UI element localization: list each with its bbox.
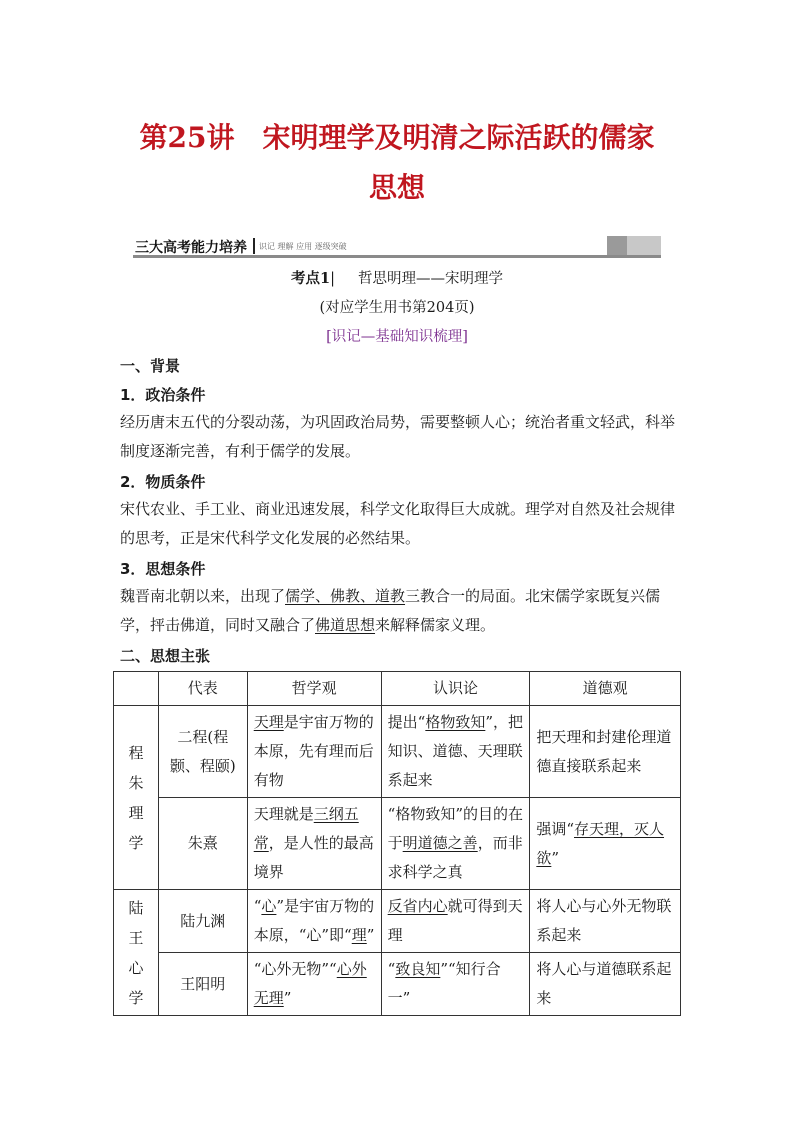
cell-text: ”“知行合一” xyxy=(387,960,501,1007)
phil-cell xyxy=(247,706,381,798)
heading-background: 一、背景 xyxy=(120,357,181,375)
para-thought-text: 来解释儒家义理。 xyxy=(375,616,496,634)
para-political: 经历唐末五代的分裂动荡，为巩固政治局势，需要整顿人心；统治者重文轻武，科举制度逐渐完善，有利于儒学的发展。 xyxy=(120,413,676,460)
underline-term: 格物致知 xyxy=(425,713,486,731)
kaodian-text: 哲思明理——宋明理学 xyxy=(358,271,504,287)
rep-cell: 二程(程颢、程颐) xyxy=(158,706,247,798)
moral-cell: 把天理和封建伦理道德直接联系起来 xyxy=(530,706,681,798)
group-text: 程朱理学 xyxy=(128,743,144,852)
moral-cell xyxy=(530,798,681,890)
table-header-row xyxy=(114,672,681,706)
para-material: 宋代农业、手工业、商业迅速发展，科学文化取得巨大成就。理学对自然及社会规律的思考，正是宋代科学文化发展的必然结果。 xyxy=(120,500,676,547)
banner-title: 三大高考能力培养 xyxy=(135,240,247,256)
header-cell: 代表 xyxy=(158,672,247,706)
page-title: 第25讲 宋明理学及明清之际活跃的儒家 xyxy=(139,121,655,154)
underline-term: 存天理，灭人欲 xyxy=(536,819,665,867)
table-corner xyxy=(114,672,159,706)
heading-ideas: 二、思想主张 xyxy=(120,647,211,665)
kaodian-number: 1 xyxy=(319,270,331,287)
phil-cell xyxy=(247,798,381,890)
header-cell: 道德观 xyxy=(530,672,681,706)
table-row xyxy=(114,798,681,890)
rep-cell: 陆九渊 xyxy=(158,890,247,953)
para-thought-text: 三教合一的局面。北宋儒学家既复兴儒学，抨击佛道，同时又融合了 xyxy=(120,587,661,634)
underline-term: 理 xyxy=(351,926,367,944)
group-label-chengzhu xyxy=(114,706,159,890)
epi-cell xyxy=(381,953,530,1016)
heading-political: 1．政治条件 xyxy=(120,386,206,404)
ideas-table xyxy=(113,671,681,1016)
cell-text: ，是人性的最高境界 xyxy=(253,834,374,881)
underline-term: 反省内心 xyxy=(387,897,448,915)
header-cell: 哲学观 xyxy=(247,672,381,706)
section-tag: [识记—基础知识梳理] xyxy=(326,329,468,345)
para-thought-text: 魏晋南北朝以来，出现了 xyxy=(120,587,286,605)
cell-text: “心外无物”“ xyxy=(253,960,337,978)
moral-cell: 将人心与心外无物联系起来 xyxy=(530,890,681,953)
banner-subtitle: 识记 理解 应用 逐级突破 xyxy=(259,242,347,251)
cell-text: “ xyxy=(253,897,262,915)
cell-text: 天理就是 xyxy=(253,805,314,823)
cell-text: ”，把知识、道德、天理联系起来 xyxy=(387,713,524,789)
kaodian-label: 考点 xyxy=(290,270,320,287)
cell-text: “ xyxy=(387,960,396,978)
underline-term: 致良知 xyxy=(395,960,441,978)
banner-block-light xyxy=(627,236,661,255)
table-row xyxy=(114,953,681,1016)
header-cell: 认识论 xyxy=(381,672,530,706)
para-thought xyxy=(120,582,680,640)
cell-text: “格物致知”的目的在于 xyxy=(387,805,523,852)
section-banner xyxy=(133,236,661,258)
cell-text: ” xyxy=(551,848,560,867)
moral-cell: 将人心与道德联系起来 xyxy=(530,953,681,1016)
phil-cell xyxy=(247,890,381,953)
cell-text: 强调“ xyxy=(536,819,574,838)
banner-separator xyxy=(253,238,255,254)
table-row xyxy=(114,706,681,798)
phil-cell xyxy=(247,953,381,1016)
table-row xyxy=(114,890,681,953)
underline-term: 明道德之善 xyxy=(402,834,478,852)
group-label-luwang xyxy=(114,890,159,1016)
underline-term: 天理 xyxy=(253,713,284,731)
kaodian-heading xyxy=(0,267,794,288)
epi-cell xyxy=(381,706,530,798)
banner-block-dark xyxy=(607,236,627,255)
cell-text: 提出“ xyxy=(387,713,426,731)
heading-material: 2．物质条件 xyxy=(120,473,206,491)
cell-text: ” xyxy=(283,989,292,1007)
epi-cell xyxy=(381,890,530,953)
underline-term: 三纲五常 xyxy=(253,805,359,852)
rep-cell: 王阳明 xyxy=(158,953,247,1016)
group-text: 陆王心学 xyxy=(128,898,144,1007)
underline-term: 佛道思想 xyxy=(315,616,376,634)
underline-term: 心 xyxy=(261,897,277,915)
cell-text: 是宇宙万物的本原，先有理而后有物 xyxy=(253,713,374,789)
cell-text: 就可得到天理 xyxy=(387,897,523,944)
heading-thought: 3．思想条件 xyxy=(120,560,206,578)
cell-text: ，而非求科学之真 xyxy=(387,834,523,881)
page-title-line2: 思想 xyxy=(368,171,425,204)
rep-cell: 朱熹 xyxy=(158,798,247,890)
underline-term: 心外无理 xyxy=(253,960,367,1007)
book-reference: (对应学生用书第204页) xyxy=(319,300,475,316)
kaodian-separator: | xyxy=(330,271,335,287)
epi-cell xyxy=(381,798,530,890)
cell-text: ”是宇宙万物的本原，“心”即“ xyxy=(253,897,375,944)
underline-term: 儒学、佛教、道教 xyxy=(285,587,406,605)
cell-text: ” xyxy=(366,926,375,944)
